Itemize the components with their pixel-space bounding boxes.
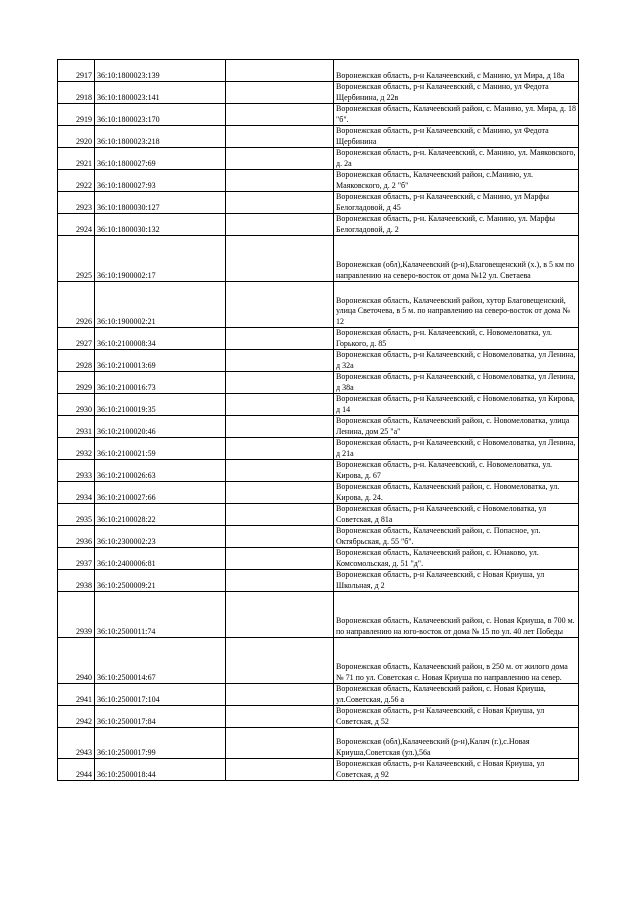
empty-cell [226,548,334,570]
empty-cell [226,126,334,148]
row-number: 2939 [58,592,95,638]
address: Воронежская область, р-н. Калачеевский, с. Манино, ул. Маяковского, д. 2а [334,148,579,170]
cadastral-number: 36:10:2100013:69 [95,350,226,372]
cadastral-number: 36:10:2100027:66 [95,482,226,504]
cadastral-number: 36:10:2100019:35 [95,394,226,416]
table-row [58,570,579,592]
table-row [58,548,579,570]
empty-cell [226,460,334,482]
row-number: 2933 [58,460,95,482]
registry-table [57,59,579,781]
row-number: 2917 [58,60,95,82]
row-number: 2941 [58,684,95,706]
address: Воронежская область, р-н. Калачеевский, с. Манино, ул. Марфы Белогладовой, д. 2 [334,214,579,236]
cadastral-number: 36:10:2100028:22 [95,504,226,526]
empty-cell [226,438,334,460]
cadastral-number: 36:10:1800030:127 [95,192,226,214]
table-row [58,592,579,638]
empty-cell [226,526,334,548]
cadastral-number: 36:10:2100026:63 [95,460,226,482]
table-row [58,82,579,104]
table-row [58,60,579,82]
empty-cell [226,482,334,504]
cadastral-number: 36:10:2100020:46 [95,416,226,438]
registry-table-body [58,60,579,781]
table-row [58,328,579,350]
table-row [58,214,579,236]
cadastral-number: 36:10:2500017:104 [95,684,226,706]
table-row [58,728,579,759]
row-number: 2944 [58,759,95,781]
row-number: 2926 [58,282,95,328]
empty-cell [226,236,334,282]
cadastral-number: 36:10:1800023:218 [95,126,226,148]
row-number: 2931 [58,416,95,438]
cadastral-number: 36:10:2500017:84 [95,706,226,728]
address: Воронежская область, Калачеевский район, в 250 м. от жилого дома № 71 по ул. Советская с. Новая Криуша по направлению на север. [334,638,579,684]
cadastral-number: 36:10:1800023:170 [95,104,226,126]
table-row [58,416,579,438]
empty-cell [226,416,334,438]
address: Воронежская область, Калачеевский район, с. Новомеловатка, улица Ленина, дом 25 "а" [334,416,579,438]
cadastral-number: 36:10:2100021:59 [95,438,226,460]
address: Воронежская область, Калачеевский район, с. Манино, ул. Мира, д. 18 "б". [334,104,579,126]
empty-cell [226,82,334,104]
row-number: 2924 [58,214,95,236]
empty-cell [226,759,334,781]
table-row [58,148,579,170]
empty-cell [226,282,334,328]
row-number: 2943 [58,728,95,759]
empty-cell [226,638,334,684]
empty-cell [226,350,334,372]
empty-cell [226,728,334,759]
empty-cell [226,214,334,236]
cadastral-number: 36:10:1800023:141 [95,82,226,104]
table-row [58,104,579,126]
address: Воронежская область, р-н. Калачеевский, с. Новомеловатка, ул. Кирова, д. 67 [334,460,579,482]
row-number: 2929 [58,372,95,394]
address: Воронежская область, Калачеевский район, с. Юнаково, ул. Комсомольская, д. 51 "д". [334,548,579,570]
empty-cell [226,372,334,394]
address: Воронежская область, Калачеевский район, с. Новая Криуша, в 700 м. по направлению на юго-восток от дома № 15 по ул. 40 лет Победы [334,592,579,638]
table-row [58,394,579,416]
cadastral-number: 36:10:1900002:17 [95,236,226,282]
row-number: 2930 [58,394,95,416]
table-row [58,126,579,148]
address: Воронежская область, р-н Калачеевский, с Новомеловатка, ул Советская, д 81а [334,504,579,526]
row-number: 2935 [58,504,95,526]
row-number: 2927 [58,328,95,350]
address: Воронежская область, р-н Калачеевский, с Новая Криуша, ул Советская, д 92 [334,759,579,781]
table-row [58,706,579,728]
empty-cell [226,684,334,706]
cadastral-number: 36:10:2100008:34 [95,328,226,350]
address: Воронежская область, р-н Калачеевский, с Манино, ул Марфы Белогладовой, д 45 [334,192,579,214]
row-number: 2922 [58,170,95,192]
cadastral-number: 36:10:1800027:93 [95,170,226,192]
cadastral-number: 36:10:2100016:73 [95,372,226,394]
row-number: 2942 [58,706,95,728]
cadastral-number: 36:10:1800030:132 [95,214,226,236]
table-row [58,438,579,460]
cadastral-number: 36:10:2500014:67 [95,638,226,684]
address: Воронежская область, р-н Калачеевский, с Новая Криуша, ул Советская, д 52 [334,706,579,728]
row-number: 2923 [58,192,95,214]
address: Воронежская область, р-н Калачеевский, с Новомеловатка, ул Ленина, д 32а [334,350,579,372]
address: Воронежская область, р-н Калачеевский, с Новомеловатка, ул Ленина, д 21а [334,438,579,460]
cadastral-number: 36:10:2500011:74 [95,592,226,638]
address: Воронежская область, р-н Калачеевский, с Манино, ул Федота Щербинина [334,126,579,148]
empty-cell [226,104,334,126]
table-row [58,684,579,706]
address: Воронежская область, Калачеевский район, хутор Благовещенский, улица Светочева, в 5 м. по направлению на северо-восток от дома № 12 [334,282,579,328]
cadastral-number: 36:10:1800027:69 [95,148,226,170]
row-number: 2919 [58,104,95,126]
table-row [58,372,579,394]
address: Воронежская область, р-н Калачеевский, с Новомеловатка, ул Кирова, д 14 [334,394,579,416]
row-number: 2918 [58,82,95,104]
cadastral-number: 36:10:1900002:21 [95,282,226,328]
table-row [58,282,579,328]
empty-cell [226,706,334,728]
row-number: 2937 [58,548,95,570]
empty-cell [226,570,334,592]
row-number: 2928 [58,350,95,372]
table-row [58,460,579,482]
empty-cell [226,328,334,350]
address: Воронежская область, р-н Калачеевский, с Новомеловатка, ул Ленина, д 38а [334,372,579,394]
table-row [58,482,579,504]
table-row [58,192,579,214]
cadastral-number: 36:10:2500009:21 [95,570,226,592]
empty-cell [226,592,334,638]
address: Воронежская область, Калачеевский район, с. Попасное, ул. Октябрьская, д. 55 "б". [334,526,579,548]
table-row [58,504,579,526]
empty-cell [226,504,334,526]
address: Воронежская область, Калачеевский район, с. Новая Криуша, ул.Советская, д.56 а [334,684,579,706]
row-number: 2940 [58,638,95,684]
table-row [58,350,579,372]
row-number: 2925 [58,236,95,282]
address: Воронежская область, Калачеевский район, с. Новомеловатка, ул. Кирова, д. 24. [334,482,579,504]
cadastral-number: 36:10:1800023:139 [95,60,226,82]
empty-cell [226,60,334,82]
address: Воронежская область, р-н. Калачеевский, с. Новомеловатка, ул. Горького, д. 85 [334,328,579,350]
table-row [58,638,579,684]
cadastral-number: 36:10:2500018:44 [95,759,226,781]
row-number: 2934 [58,482,95,504]
empty-cell [226,148,334,170]
row-number: 2921 [58,148,95,170]
cadastral-number: 36:10:2300002:23 [95,526,226,548]
address: Воронежская область, Калачеевский район, с.Манино, ул. Маяковского, д. 2 "б" [334,170,579,192]
row-number: 2936 [58,526,95,548]
address: Воронежская область, р-н Калачеевский, с Новая Криуша, ул Школьная, д 2 [334,570,579,592]
table-row [58,236,579,282]
address: Воронежская (обл),Калачеевский (р-н),Калач (г.),с.Новая Криуша,Советская (ул.),56а [334,728,579,759]
row-number: 2920 [58,126,95,148]
cadastral-number: 36:10:2500017:99 [95,728,226,759]
address: Воронежская (обл),Калачеевский (р-н),Благовещенский (х.), в 5 км по направлению на северо-восток от дома №12 ул. Светаева [334,236,579,282]
row-number: 2932 [58,438,95,460]
address: Воронежская область, р-н Калачеевский, с Манино, ул Федота Щербинина, д 22в [334,82,579,104]
table-row [58,170,579,192]
table-row [58,526,579,548]
empty-cell [226,394,334,416]
table-row [58,759,579,781]
cadastral-number: 36:10:2400006:81 [95,548,226,570]
address: Воронежская область, р-н Калачеевский, с Манино, ул Мира, д 18а [334,60,579,82]
empty-cell [226,192,334,214]
row-number: 2938 [58,570,95,592]
empty-cell [226,170,334,192]
